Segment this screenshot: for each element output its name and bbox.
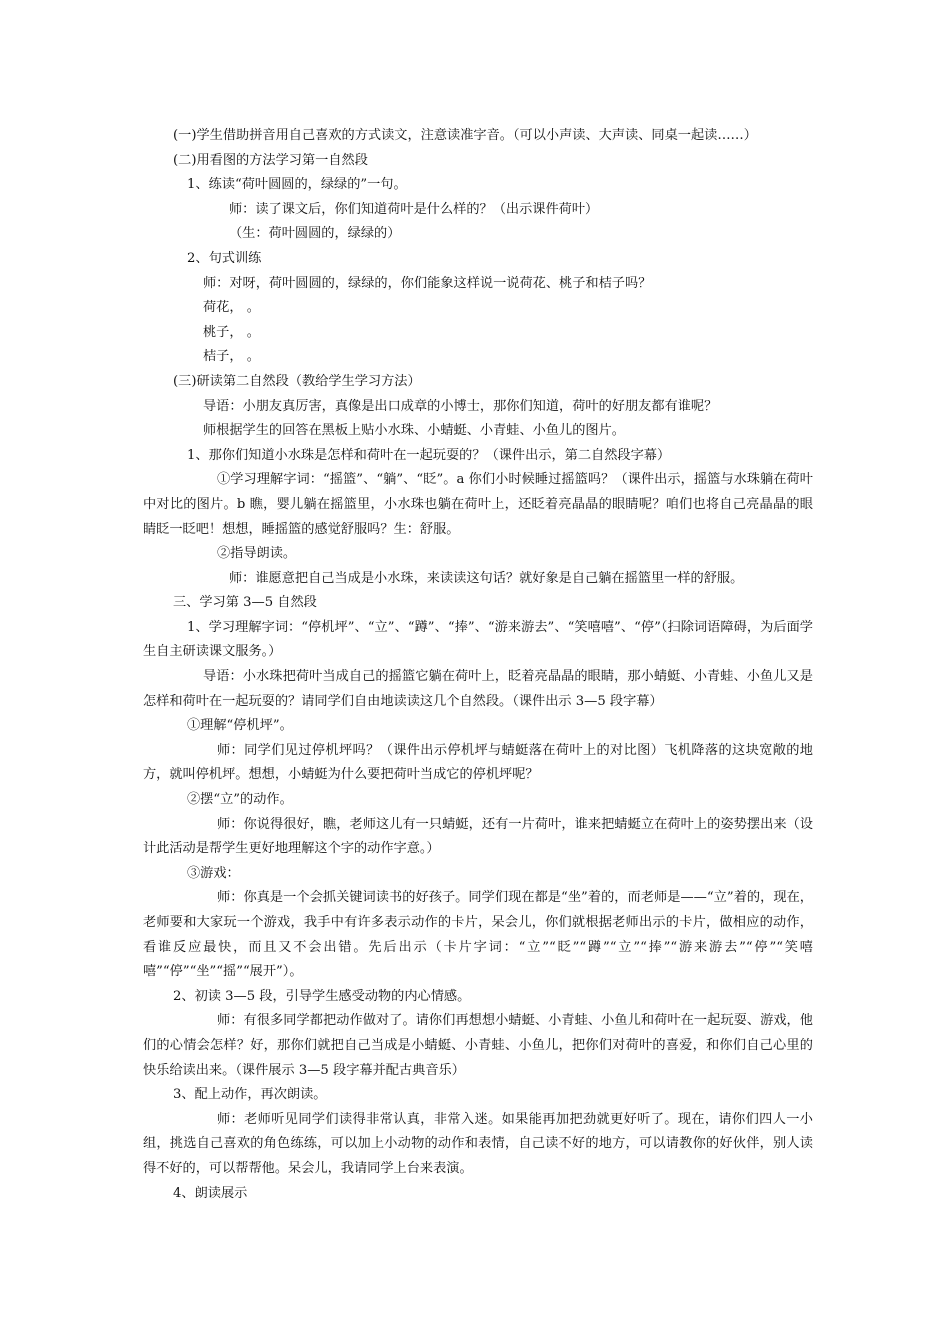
step-heading: 2、初读 3—5 段，引导学生感受动物的内心情感。 bbox=[173, 988, 471, 1004]
teacher-line: 师：你说得很好，瞧，老师这儿有一只蜻蜓，还有一片荷叶，谁来把蜻蜓立在荷叶上的姿势摆出来（设计此活动是帮学生更好地理解这个字的动作字意。） bbox=[143, 816, 813, 857]
teacher-line: 师：对呀，荷叶圆圆的，绿绿的，你们能象这样说一说荷花、桃子和桔子吗？ bbox=[203, 275, 652, 291]
paragraph: 师根据学生的回答在黑板上贴小水珠、小蜻蜓、小青蛙、小鱼儿的图片。 bbox=[203, 423, 625, 439]
sub-step: ①理解“停机坪”。 bbox=[187, 718, 293, 734]
paragraph: ①学习理解字词：“摇篮”、“躺”、“眨”。a 你们小时候睡过摇篮吗？（课件出示，摇篮与水珠躺在荷叶中对比的图片。b 瞧，婴儿躺在摇篮里，小水珠也躺在荷叶上，还眨着亮晶晶的眼睛呢？咱们也将自己亮晶晶的眼睛眨一眨吧！想想，睡摇篮的感觉舒服吗？生：舒服。 bbox=[143, 472, 813, 537]
sub-step: ②摆“立”的动作。 bbox=[187, 792, 293, 808]
paragraph: (一)学生借助拼音用自己喜欢的方式读文，注意读准字音。（可以小声读、大声读、同桌一起读……） bbox=[173, 128, 757, 143]
sentence-pattern: 桃子， 。 bbox=[203, 324, 260, 340]
teacher-line: 师：同学们见过停机坪吗？（课件出示停机坪与蜻蜓落在荷叶上的对比图）飞机降落的这块宽敞的地方，就叫停机坪。想想，小蜻蜓为什么要把荷叶当成它的停机坪呢？ bbox=[143, 742, 813, 783]
lesson-plan-text bbox=[143, 124, 813, 1206]
step-heading: 3、配上动作，再次朗读。 bbox=[173, 1087, 327, 1103]
sub-step: ②指导朗读。 bbox=[217, 546, 297, 562]
sentence-pattern: 桔子， 。 bbox=[203, 349, 260, 365]
teacher-line: 师：老师听见同学们读得非常认真，非常入迷。如果能再加把劲就更好听了。现在，请你们四人一小组，挑选自己喜欢的角色练练，可以加上小动物的动作和表情，自己读不好的地方，可以请教你的好伙伴，别人读得不好的，可以帮帮他。呆会儿，我请同学上台来表演。 bbox=[143, 1111, 813, 1176]
section-heading: (三)研读第二自然段（教给学生学习方法） bbox=[173, 373, 421, 389]
section-heading: (二)用看图的方法学习第一自然段 bbox=[173, 152, 368, 168]
teacher-line: 师：读了课文后，你们知道荷叶是什么样的？（出示课件荷叶） bbox=[229, 201, 599, 217]
step-heading: 2、句式训练 bbox=[187, 250, 262, 266]
section-heading: 三、学习第 3—5 自然段 bbox=[173, 595, 317, 611]
step-heading: 1、那你们知道小水珠是怎样和荷叶在一起玩耍的？（课件出示，第二自然段字幕） bbox=[187, 447, 671, 463]
teacher-line: 师：谁愿意把自己当成是小水珠，来读读这句话？就好象是自己躺在摇篮里一样的舒服。 bbox=[229, 570, 744, 586]
intro-line: 导语：小朋友真厉害，真像是出口成章的小博士，那你们知道，荷叶的好朋友都有谁呢？ bbox=[203, 398, 718, 414]
step-heading: 4、朗读展示 bbox=[173, 1185, 248, 1201]
teacher-line: 师：有很多同学都把动作做对了。请你们再想想小蜻蜓、小青蛙、小鱼儿和荷叶在一起玩耍、游戏，他们的心情会怎样？好，那你们就把自己当成是小蜻蜓、小青蛙、小鱼儿，把你们对荷叶的喜爱，和你们自己心里的快乐给读出来。（课件展示 3—5 段字幕并配古典音乐） bbox=[143, 1013, 813, 1078]
step-heading: 1、练读“荷叶圆圆的，绿绿的”一句。 bbox=[187, 177, 407, 193]
sub-step: ③游戏： bbox=[187, 865, 240, 881]
sentence-pattern: 荷花， 。 bbox=[203, 300, 260, 316]
intro-line: 导语：小水珠把荷叶当成自己的摇篮它躺在荷叶上，眨着亮晶晶的眼睛，那小蜻蜓、小青蛙、小鱼儿又是怎样和荷叶在一起玩耍的？请同学们自由地读读这几个自然段。（课件出示 3—5 段字幕） bbox=[143, 669, 813, 709]
teacher-line: 师：你真是一个会抓关键词读书的好孩子。同学们现在都是“坐”着的，而老师是——“立”着的，现在，老师要和大家玩一个游戏，我手中有许多表示动作的卡片，呆会儿，你们就根据老师出示的卡片，做相应的动作，看谁反应最快，而且又不会出错。先后出示（卡片字词：“立”“眨”“蹲”“立”“捧”“游来游去”“停”“笑嘻嘻”“停”“坐”“摇”“展开”）。 bbox=[143, 890, 813, 980]
student-line: （生：荷叶圆圆的，绿绿的） bbox=[229, 226, 401, 242]
step-heading: 1、学习理解字词：“停机坪”、“立”、“蹲”、“捧”、“游来游去”、“笑嘻嘻”、“停”（扫除词语障碍，为后面学生自主研读课文服务。） bbox=[143, 619, 813, 660]
